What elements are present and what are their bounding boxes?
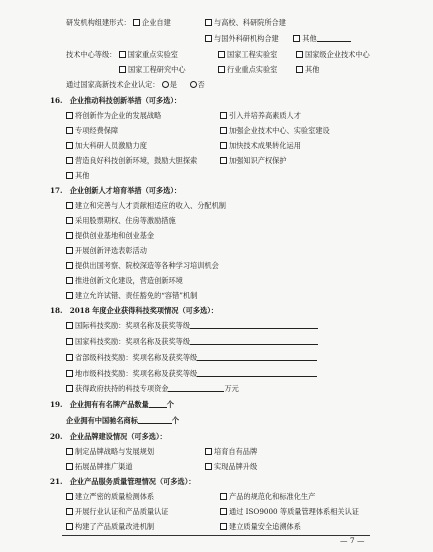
checkbox-industry-key-lab[interactable] [218,66,225,73]
tech-center-label: 技术中心等级： [66,50,117,59]
q17-opt2-label: 提供创业基地和创业基金 [75,231,155,240]
q19-title-post: 个 [166,400,174,409]
radio-hitech-no[interactable] [190,81,197,88]
checkbox-q20-0[interactable] [66,448,73,455]
other-form-blank[interactable] [317,34,351,42]
q19-title [50,400,174,409]
q16-opt6 [66,156,197,165]
opt-tech-other: 其他 [305,65,320,74]
q16-opt4-label: 加大科研人员激励力度 [75,141,147,150]
q18-opt1-label: 国家科技奖励：奖项名称及获奖等级 [75,337,191,346]
checkbox-q17-2[interactable] [66,232,73,239]
q21-opt4-label: 构建了产品质量改进机制 [75,522,155,531]
q16-opt1 [220,111,301,120]
checkbox-q16-7[interactable] [220,157,227,164]
q16-title: 16. 企业推动科技创新举措（可多选）： [50,96,182,105]
hitech-yes-label: 是 [169,80,177,89]
checkbox-national-eng-research-center[interactable] [119,66,126,73]
checkbox-q17-6[interactable] [66,292,73,299]
q17-opt6-label: 建立允许试错、责任豁免的“容错”机制 [75,291,198,300]
checkbox-national-enterprise-center[interactable] [296,51,303,58]
q21-opt5 [220,522,301,531]
q20-opt2-label: 拓展品牌推广渠道 [75,462,133,471]
checkbox-q17-4[interactable] [66,262,73,269]
q19-blank[interactable] [149,400,167,408]
q17-opt0 [66,201,226,210]
checkbox-with-univ[interactable] [205,19,212,26]
checkbox-q17-5[interactable] [66,277,73,284]
q18-blank-0[interactable] [190,321,318,329]
checkbox-q16-5[interactable] [220,142,227,149]
q16-opt8-label: 其他 [75,171,90,180]
q18-opt0-label: 国际科技奖励：奖项名称及获奖等级 [75,321,191,330]
q16-opt2-label: 专项经费保障 [75,126,119,135]
q17-opt5-label: 推进创新文化建设，营造创新环境 [75,276,183,285]
checkbox-q20-3[interactable] [205,463,212,470]
q18-unit: 万元 [224,384,239,393]
rnd-form-label: 研发机构组建形式： [66,18,131,27]
q20-opt1-label: 培育自有品牌 [214,447,258,456]
q16-opt3-label: 加强企业技术中心、实验室建设 [229,126,330,135]
q16-opt5 [220,141,301,150]
checkbox-q17-0[interactable] [66,202,73,209]
q18-opt3-label: 地市级科技奖励：奖项名称及获奖等级 [75,369,198,378]
q21-opt1-label: 产品的规范化和标准化生产 [229,492,316,501]
opt-industry-key-lab: 行业重点实验室 [227,65,278,74]
tech-center-opt3 [296,50,370,59]
tech-center-opt2 [218,50,277,59]
q19-sub [66,416,179,425]
q16-opt4 [66,141,147,150]
checkbox-q21-5[interactable] [220,523,227,530]
checkbox-national-eng-lab[interactable] [218,51,225,58]
checkbox-q16-8[interactable] [66,172,73,179]
q21-opt4 [66,522,154,531]
q21-opt2 [66,507,168,516]
q18-opt3 [66,369,317,378]
q16-opt3 [220,126,330,135]
q17-opt4-label: 提供出国考察、院校深造等各种学习培训机会 [75,261,219,270]
q17-opt3 [66,246,147,255]
q21-opt0-label: 建立严密的质量检测体系 [75,492,155,501]
opt-other-form: 其他 [302,34,317,43]
tech-center-opt6 [296,65,319,74]
opt-with-foreign: 与国外科研机构合建 [214,34,279,43]
q17-opt0-label: 建立和完善与人才贡献相适应的收入、分配机制 [75,201,226,210]
q16-opt8 [66,171,89,180]
checkbox-q20-1[interactable] [205,448,212,455]
checkbox-q21-1[interactable] [220,493,227,500]
q17-opt5 [66,276,183,285]
checkbox-q18-0[interactable] [66,322,73,329]
q20-opt0-label: 制定品牌战略与发展规划 [75,447,155,456]
q16-opt0-label: 将创新作为企业的发展战略 [75,111,162,120]
checkbox-q18-3[interactable] [66,370,73,377]
q18-opt4 [66,384,239,393]
footer-divider [62,535,370,536]
q18-blank-4[interactable] [168,384,224,392]
radio-hitech-yes[interactable] [162,81,169,88]
checkbox-q18-1[interactable] [66,338,73,345]
q18-blank-1[interactable] [190,337,318,345]
checkbox-q21-3[interactable] [220,508,227,515]
checkbox-q20-2[interactable] [66,463,73,470]
q18-opt2 [66,353,317,362]
q16-opt0 [66,111,161,120]
checkbox-q16-3[interactable] [220,127,227,134]
q20-title: 20. 企业品牌建设情况（可多选）： [50,432,167,441]
q19-sub-pre: 企业拥有中国驰名商标 [66,416,138,425]
q20-opt3-label: 实现品牌升级 [214,462,258,471]
tech-center-row2 [119,65,186,74]
checkbox-q16-1[interactable] [220,112,227,119]
hitech-row [66,80,205,89]
q21-opt2-label: 开展行业认证和产品质量认证 [75,507,169,516]
q21-opt0 [66,492,154,501]
q16-opt7 [220,156,287,165]
checkbox-q17-3[interactable] [66,247,73,254]
checkbox-q21-2[interactable] [66,508,73,515]
checkbox-q18-2[interactable] [66,354,73,361]
page-number: — 7 — [340,536,365,545]
checkbox-q21-0[interactable] [66,493,73,500]
checkbox-other-form[interactable] [293,35,300,42]
q20-opt0 [66,447,154,456]
checkbox-q18-4[interactable] [66,385,73,392]
q18-blank-3[interactable] [197,369,317,377]
q20-opt2 [66,462,133,471]
q17-opt6 [66,291,197,300]
opt-self-built: 企业自建 [142,18,171,27]
checkbox-q21-4[interactable] [66,523,73,530]
hitech-label: 通过国家高新技术企业认定： [66,80,160,89]
q21-title: 21. 企业产品服务质量管理情况（可多选）： [50,477,196,486]
rnd-form-foreign [205,34,351,43]
q17-opt2 [66,231,154,240]
rnd-form-row [66,18,171,27]
q20-opt1 [205,447,257,456]
q18-opt1 [66,337,318,346]
rnd-form-univ [205,18,286,27]
q16-opt5-label: 加快技术成果转化运用 [229,141,301,150]
q21-opt5-label: 建立质量安全追溯体系 [229,522,301,531]
checkbox-tech-other[interactable] [296,66,303,73]
q16-opt2 [66,126,118,135]
q21-opt3 [220,507,359,516]
opt-national-eng-research-center: 国家工程研究中心 [128,65,186,74]
opt-national-eng-lab: 国家工程实验室 [227,50,278,59]
q20-opt3 [205,462,257,471]
tech-center-opt5 [218,65,277,74]
q18-opt0 [66,321,318,330]
q19-sub-post: 个 [171,416,180,425]
checkbox-with-foreign[interactable] [205,35,212,42]
q16-opt7-label: 加强知识产权保护 [229,156,287,165]
q17-opt4 [66,261,219,270]
opt-national-key-lab: 国家重点实验室 [127,50,178,59]
checkbox-self-built[interactable] [133,19,140,26]
checkbox-national-key-lab[interactable] [119,51,126,58]
tech-center-row1 [66,50,178,59]
q18-opt2-label: 省部级科技奖励：奖项名称及获奖等级 [75,353,198,362]
q16-opt1-label: 引入并培养高素质人才 [229,111,301,120]
q17-opt1-label: 采用股票期权、住房等激励措施 [75,216,176,225]
hitech-no-label: 否 [197,80,205,89]
q18-blank-2[interactable] [197,353,317,361]
checkbox-q16-4[interactable] [66,142,73,149]
q16-opt6-label: 营造良好科技创新环境，鼓励大胆探索 [75,156,198,165]
q17-opt3-label: 开展创新评选表彰活动 [75,246,147,255]
q21-opt1 [220,492,315,501]
q18-opt4-label: 获得政府扶持的科技专项资金 [75,384,169,393]
opt-national-enterprise-center: 国家级企业技术中心 [305,50,370,59]
q18-title: 18. 2018 年度企业获得科技奖项情况（可多选）： [50,306,218,315]
q17-title: 17. 企业创新人才培育举措（可多选）： [50,186,182,195]
q19-title-pre: 19. 企业拥有有名牌产品数量 [50,400,149,409]
q21-opt3-label: 通过 ISO9000 等质量管理体系相关认证 [229,507,359,516]
checkbox-q16-6[interactable] [66,157,73,164]
q19-sub-blank[interactable] [138,416,172,424]
checkbox-q16-0[interactable] [66,112,73,119]
checkbox-q16-2[interactable] [66,127,73,134]
checkbox-q17-1[interactable] [66,217,73,224]
opt-with-univ: 与高校、科研院所合建 [214,18,286,27]
q17-opt1 [66,216,176,225]
